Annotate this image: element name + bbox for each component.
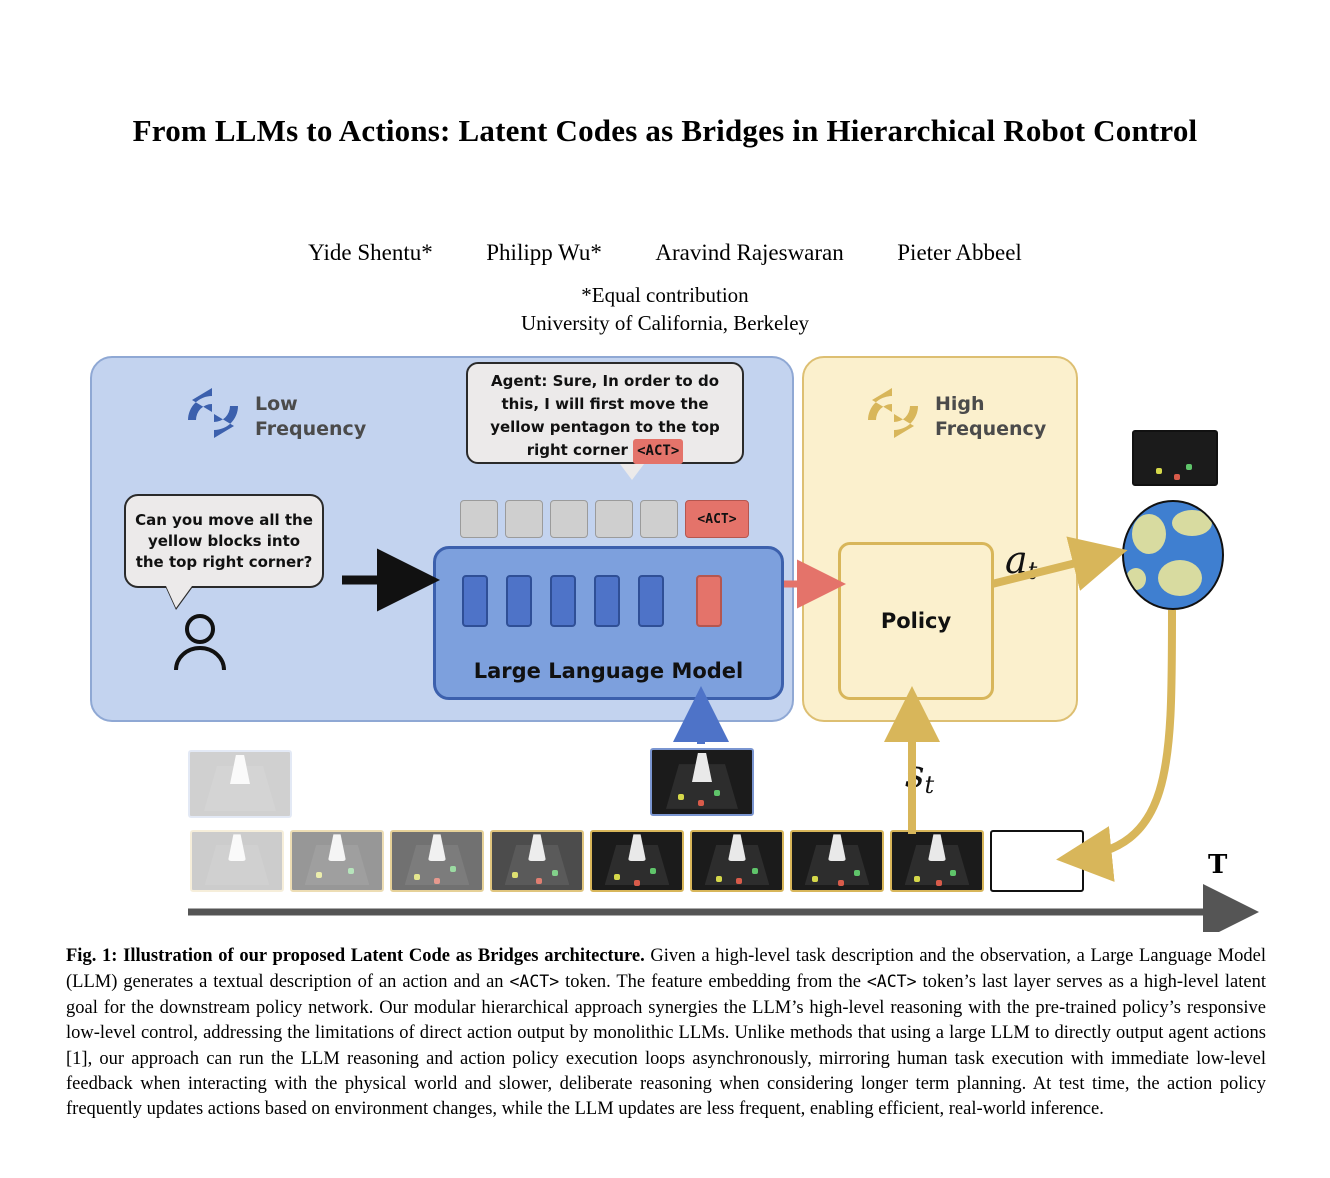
figure-caption (66, 944, 1266, 1123)
user-avatar-icon (168, 614, 232, 677)
caption-mono-1: <ACT> (509, 972, 560, 992)
affiliation: University of California, Berkeley (520, 311, 810, 335)
green-block (552, 870, 558, 876)
green-block (854, 870, 860, 876)
red-block (936, 880, 942, 886)
agent-response-text: Agent: Sure, In order to do this, I will first move the yellow pentagon to the top right corner (490, 372, 720, 459)
caption-body-3: token’s last layer serves as a high-level latent goal for the downstream policy network. Our modular hierarchical approach synergies the LLM’s high-level reasoning with the pre-trained policy’s responsive low-level control, addressing the limitations of direct action output by monolithic LLMs. Unlike methods that using a large LLM to directly output agent actions [1], our approach can run the LLM reasoning and action policy execution loops asynchronously, mirroring human task execution with immediate low-level feedback when interacting with the physical world and slower, deliberate reasoning when considering longer term planning. At test time, the action policy frequently updates actions based on environment changes, while the LLM updates are less frequent, enabling efficient, real-world inference. (66, 972, 1266, 1120)
red-block (698, 800, 704, 806)
llm-bar (462, 575, 488, 627)
act-token-cell: <ACT> (685, 500, 749, 538)
yellow-block (914, 876, 920, 882)
yellow-block (414, 874, 420, 880)
token-row (460, 500, 749, 538)
high-frequency-label: High Frequency (935, 393, 1047, 440)
yellow-block (812, 876, 818, 882)
current-observation-frame (650, 748, 754, 816)
red-block (536, 878, 542, 884)
robot-arm (928, 834, 946, 861)
state-symbol (905, 752, 934, 799)
caption-lead: Fig. 1: Illustration of our proposed Latent Code as Bridges architecture. (66, 946, 645, 966)
action-subscript-text: t (1027, 557, 1038, 585)
environment-observation-thumbnail (1132, 430, 1218, 486)
caption-mono-2: <ACT> (866, 972, 917, 992)
green-block (450, 866, 456, 872)
green-block (650, 868, 656, 874)
robot-arm (230, 755, 250, 784)
refresh-cycle-icon-low (178, 380, 248, 451)
yellow-block (678, 794, 684, 800)
page-title: From LLMs to Actions: Latent Codes as Bridges in Hierarchical Robot Control (132, 113, 1198, 148)
previous-observation-frame (188, 750, 292, 818)
robot-arm (628, 834, 646, 861)
green-block (1186, 464, 1192, 470)
author-3: Aravind Rajeswaran (655, 240, 844, 265)
robot-arm (328, 834, 346, 861)
llm-box (433, 546, 784, 700)
author-2: Philipp Wu* (486, 240, 602, 265)
token-cell (505, 500, 543, 538)
filmstrip-frame (190, 830, 284, 892)
green-block (752, 868, 758, 874)
llm-bar (638, 575, 664, 627)
author-1: Yide Shentu* (308, 240, 433, 265)
state-symbol-text: s (905, 752, 925, 796)
filmstrip-frame (790, 830, 884, 892)
landmass (1126, 568, 1146, 590)
agent-response-bubble (466, 362, 744, 464)
filmstrip-frame-future (990, 830, 1084, 892)
world-globe-icon (1122, 500, 1224, 610)
red-block (838, 880, 844, 886)
llm-act-bar (696, 575, 722, 627)
yellow-block (512, 872, 518, 878)
red-block (1174, 474, 1180, 480)
red-block (434, 878, 440, 884)
filmstrip-frame (890, 830, 984, 892)
author-list (0, 240, 1330, 266)
robot-arm (728, 834, 746, 861)
token-cell (640, 500, 678, 538)
landmass (1132, 514, 1166, 554)
user-bubble-tail (166, 586, 192, 608)
action-symbol (1005, 538, 1037, 585)
llm-bar (594, 575, 620, 627)
green-block (714, 790, 720, 796)
filmstrip-frame (490, 830, 584, 892)
red-block (736, 878, 742, 884)
yellow-block (716, 876, 722, 882)
policy-box: Policy (838, 542, 994, 700)
green-block (348, 868, 354, 874)
robot-arm (692, 753, 712, 782)
token-cell (460, 500, 498, 538)
llm-bar (506, 575, 532, 627)
filmstrip-frame (590, 830, 684, 892)
landmass (1172, 510, 1212, 536)
equal-contribution-note: *Equal contribution (581, 283, 749, 307)
filmstrip-frame (390, 830, 484, 892)
observation-filmstrip (190, 830, 1084, 892)
token-cell (550, 500, 588, 538)
caption-body-2: token. The feature embedding from the (559, 972, 867, 993)
action-symbol-text: a (1005, 538, 1028, 582)
act-token-inline: <ACT> (633, 439, 683, 464)
user-prompt-bubble: Can you move all the yellow blocks into the top right corner? (124, 494, 324, 588)
agent-bubble-tail (620, 464, 644, 480)
low-frequency-label: Low Frequency (255, 393, 367, 440)
time-axis-label: T (1208, 850, 1228, 880)
robot-arm (828, 834, 846, 861)
filmstrip-frame (290, 830, 384, 892)
state-subscript-text: t (924, 771, 935, 799)
filmstrip-frame (690, 830, 784, 892)
llm-label: Large Language Model (473, 659, 744, 683)
author-4: Pieter Abbeel (897, 240, 1022, 265)
green-block (950, 870, 956, 876)
token-cell (595, 500, 633, 538)
red-block (634, 880, 640, 886)
yellow-block (614, 874, 620, 880)
llm-embedding-bars (462, 575, 722, 627)
landmass (1158, 560, 1202, 596)
llm-bar (550, 575, 576, 627)
caption-body-1: Given a high-level task description and the observation, a Large Language Model (LLM) generates a textual description of an action and an (66, 946, 1266, 993)
figure-1 (60, 352, 1270, 932)
yellow-block (316, 872, 322, 878)
robot-arm (528, 834, 546, 861)
refresh-cycle-icon-high (858, 380, 928, 451)
yellow-block (1156, 468, 1162, 474)
robot-arm (428, 834, 446, 861)
